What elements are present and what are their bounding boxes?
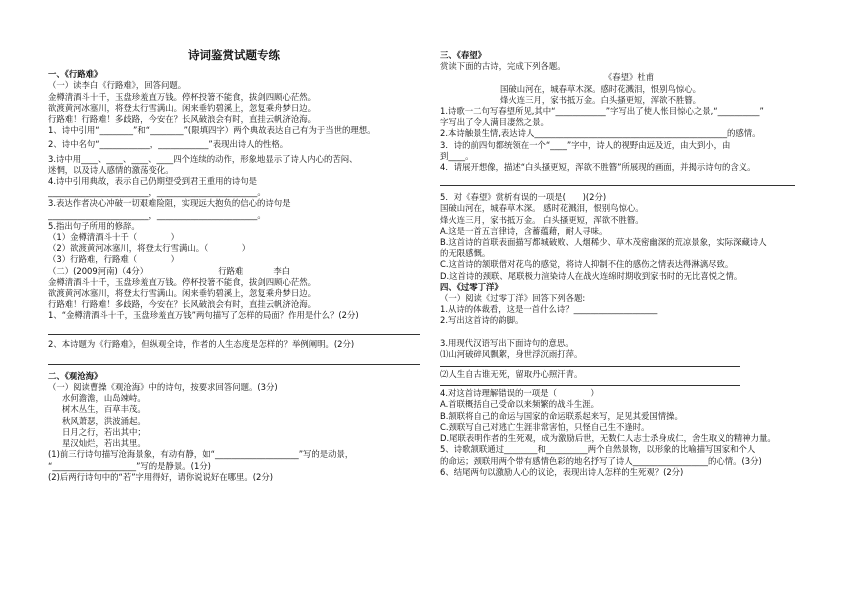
question-1: 1、诗中引用“________”和“________”(限填四字）两个典故表达自己有为于当世的理想。 [48, 125, 376, 136]
poem-title: 《春望》杜甫 [603, 72, 655, 83]
section-1-intro: （一）读李白《行路难》，回答问题。 [48, 80, 187, 91]
poem-line: 国破山河在，城春草木深。 感时花溅泪，恨别鸟惊心。 [440, 203, 644, 214]
section-4-title: 四、《过零丁洋》 [440, 281, 503, 292]
question-6a: （1）金樽清酒斗十千（ ） [48, 232, 179, 243]
question-1-cont: 字写出了令人满目凄然之景。 [440, 117, 549, 128]
poem-line: 日月之行，若出其中； [62, 426, 146, 437]
question-8a: ⑴山河破碎风飘絮，身世浮沉雨打萍。 [440, 348, 583, 359]
question-7: 1、“金樽清酒斗十千，玉盘珍羞直万钱”两句描写了怎样的局面？作用是什么？(2分) [48, 310, 359, 321]
question-6: 1.从诗的体裁看，这是一首什么诗？____________________ [440, 304, 658, 315]
option-b: B.颔联将自己的命运与国家的命运联系起来写，足见其爱国情操。 [440, 410, 683, 421]
poem-line: 秋风萧瑟，洪波涌起。 [62, 415, 146, 426]
question-4: 4．请展开想像，描述“白头搔更短，浑欲不胜簪”所展现的画面，并揭示诗句的含义。 [440, 162, 756, 173]
question-6: 5.指出句子所用的修辞。 [48, 220, 140, 231]
option-b-cont: 的无限感慨。 [440, 248, 491, 259]
option-d: D.尾联表明作者的生死观，成为激励后世，无数仁人志士杀身成仁，舍生取义的精神力量。 [440, 433, 776, 444]
question-9: (1)前三行诗句描写沧海景象，有动有静，如“____________________”写的是动景， [48, 449, 354, 460]
poem-line: 烽火连三月，家书抵万金。 白头搔更短，浑欲不胜簪。 [440, 214, 644, 225]
question-2: 2、诗中名句“____________，____________”表现出诗人的性格。 [48, 139, 289, 150]
question-8: 3.用现代汉语写出下面诗句的意思。 [440, 337, 574, 348]
question-4: 4.诗中引用典故，表示自己仍期望受到君王重用的诗句是 [48, 176, 257, 187]
question-3: 3．诗的前四句都统领在一个“____”字中，诗人的视野由远及近，由大到小，由 [440, 139, 731, 150]
section-4-intro: （一）阅读《过零丁洋》回答下列各题: [440, 293, 586, 304]
poem-line: 水何澹澹，山岛竦峙。 [62, 393, 146, 404]
question-3-cont: 迷惘，以及诗人感情的激荡变化。 [48, 164, 174, 175]
section-3-intro: 赏读下面的古诗，完成下列各题。 [440, 61, 566, 72]
question-9-cont: “____________________”写的是静景。(1分) [48, 460, 211, 471]
right-column [440, 0, 818, 478]
question-7: 2.写出这首诗的韵脚。 [440, 315, 524, 326]
question-6b: （2）欲渡黄河冰塞川，将登太行雪满山。（ ） [48, 243, 251, 254]
question-8b: ⑵人生自古谁无死，留取丹心照汗青。 [440, 369, 583, 380]
poem-line: 欲渡黄河冰塞川，将登太行雪满山。闲来垂钓碧溪上，忽复乘舟梦日边。 [48, 102, 316, 113]
poem-line: 金樽清酒斗十千，玉盘珍羞直万钱。停杯投箸不能食，拔剑四顾心茫然。 [48, 91, 316, 102]
section-2-title: 二、《观沧海》 [48, 370, 103, 381]
option-c: C.这首诗的颔联借对花鸟的感觉，将诗人抑制不住的感伤之情表达得淋漓尽致。 [440, 259, 734, 270]
answer-blank: ________________________，________________________。 [48, 187, 266, 198]
question-11: 6、结尾两句以激励人心的议论，表现出诗人怎样的生死观？(2分) [440, 466, 684, 477]
question-5: 3.表达作者决心冲破一切艰难险阻，实现远大抱负的信心的诗句是 [48, 198, 291, 209]
question-1: 1.诗歌一二句写春望所见,其中“____________”字写出了使人怅目惊心之景,“__________” [440, 106, 764, 117]
question-10: (2)后两行诗句中的“若”字用得好，请你说说好在哪里。(2分) [48, 471, 274, 482]
poem-line: 树木丛生，百草丰茂。 [62, 404, 146, 415]
option-c: C.颈联写自己对逃亡生涯非常害怕，只怪自己生不逢时。 [440, 421, 650, 432]
section-1-title: 一、《行路难》 [48, 69, 103, 80]
poem-title: 行路难 [218, 265, 244, 276]
question-10: 5、诗歌颔联通过________和__________两个自然景物，以形象的比喻描写国家和个人 [440, 444, 756, 455]
option-d: D.这首诗的颈联、尾联极力渲染诗人在战火连绵时期收到家书时的无比喜悦之情。 [440, 270, 743, 281]
question-6c: （3）行路难，行路难（ ） [48, 254, 179, 265]
poem-line: 行路难！行路难！多歧路，今安在？长风破浪会有时，直挂云帆济沧海。 [48, 114, 316, 125]
option-b: B.这首诗的首联表面描写都城破败、人烟稀少、草木茂密幽深的荒凉景象，实际深藏诗人 [440, 237, 767, 248]
option-a: A.这是一首五言律诗，含蓄蕴藉，耐人寻味。 [440, 225, 608, 236]
question-2: 2.本诗触景生情,表达诗人______________________________________________的感情。 [440, 128, 761, 139]
poem-line: 国破山河在，城春草木深。感时花溅泪，恨别鸟惊心。 [500, 83, 701, 94]
page-title: 诗词鉴赏试题专练 [188, 48, 280, 62]
question-3: 3.诗中用____、____、____、____四个连续的动作，形象地显示了诗人内心的苦闷、 [48, 153, 358, 164]
question-10-cont: 的命运；颈联用两个带有感情色彩的地名抒写了诗人__________________的心情。(3分) [440, 455, 762, 466]
question-3-cont: 到____。 [440, 150, 474, 161]
poem-line: 星汉灿烂，若出其里。 [62, 438, 146, 449]
poem-line: 欲渡黄河冰塞川，将登太行雪满山。闲来垂钓碧溪上，忽复乘舟梦日边。 [48, 288, 316, 299]
poem-line: 烽火连三月，家书抵万金。白头搔更短，浑欲不胜簪。 [500, 94, 701, 105]
question-5: 5．对《春望》赏析有误的一项是( )(2分) [440, 192, 607, 203]
section-3-title: 三、《春望》 [440, 50, 487, 60]
section-1b-intro [48, 266, 420, 277]
question-9: 4.对这首诗理解错误的一项是（ ） [440, 388, 599, 399]
question-8: 2、本诗题为《行路难》，但纵观全诗，作者的人生态度是怎样的？举例阐明。(2分) [48, 338, 355, 349]
poem-line: 行路难！行路难！多歧路，今安在？长风破浪会有时，直挂云帆济沧海。 [48, 299, 316, 310]
answer-blank: ________________________，________________________。 [48, 209, 266, 220]
poem-author: 李白 [273, 265, 291, 276]
option-a: A.首联概括自己受命以来频繁的战斗生涯。 [440, 399, 599, 410]
left-column [48, 0, 420, 483]
section-2-intro: （一）阅读曹操《观沧海》中的诗句，按要求回答问题。(3分) [48, 382, 278, 393]
poem-line: 金樽清酒斗十千，玉盘珍羞直万钱。停杯投箸不能食，拔剑四顾心茫然。 [48, 276, 316, 287]
exam-source: （二）(2009河南)（4分） [48, 265, 149, 276]
